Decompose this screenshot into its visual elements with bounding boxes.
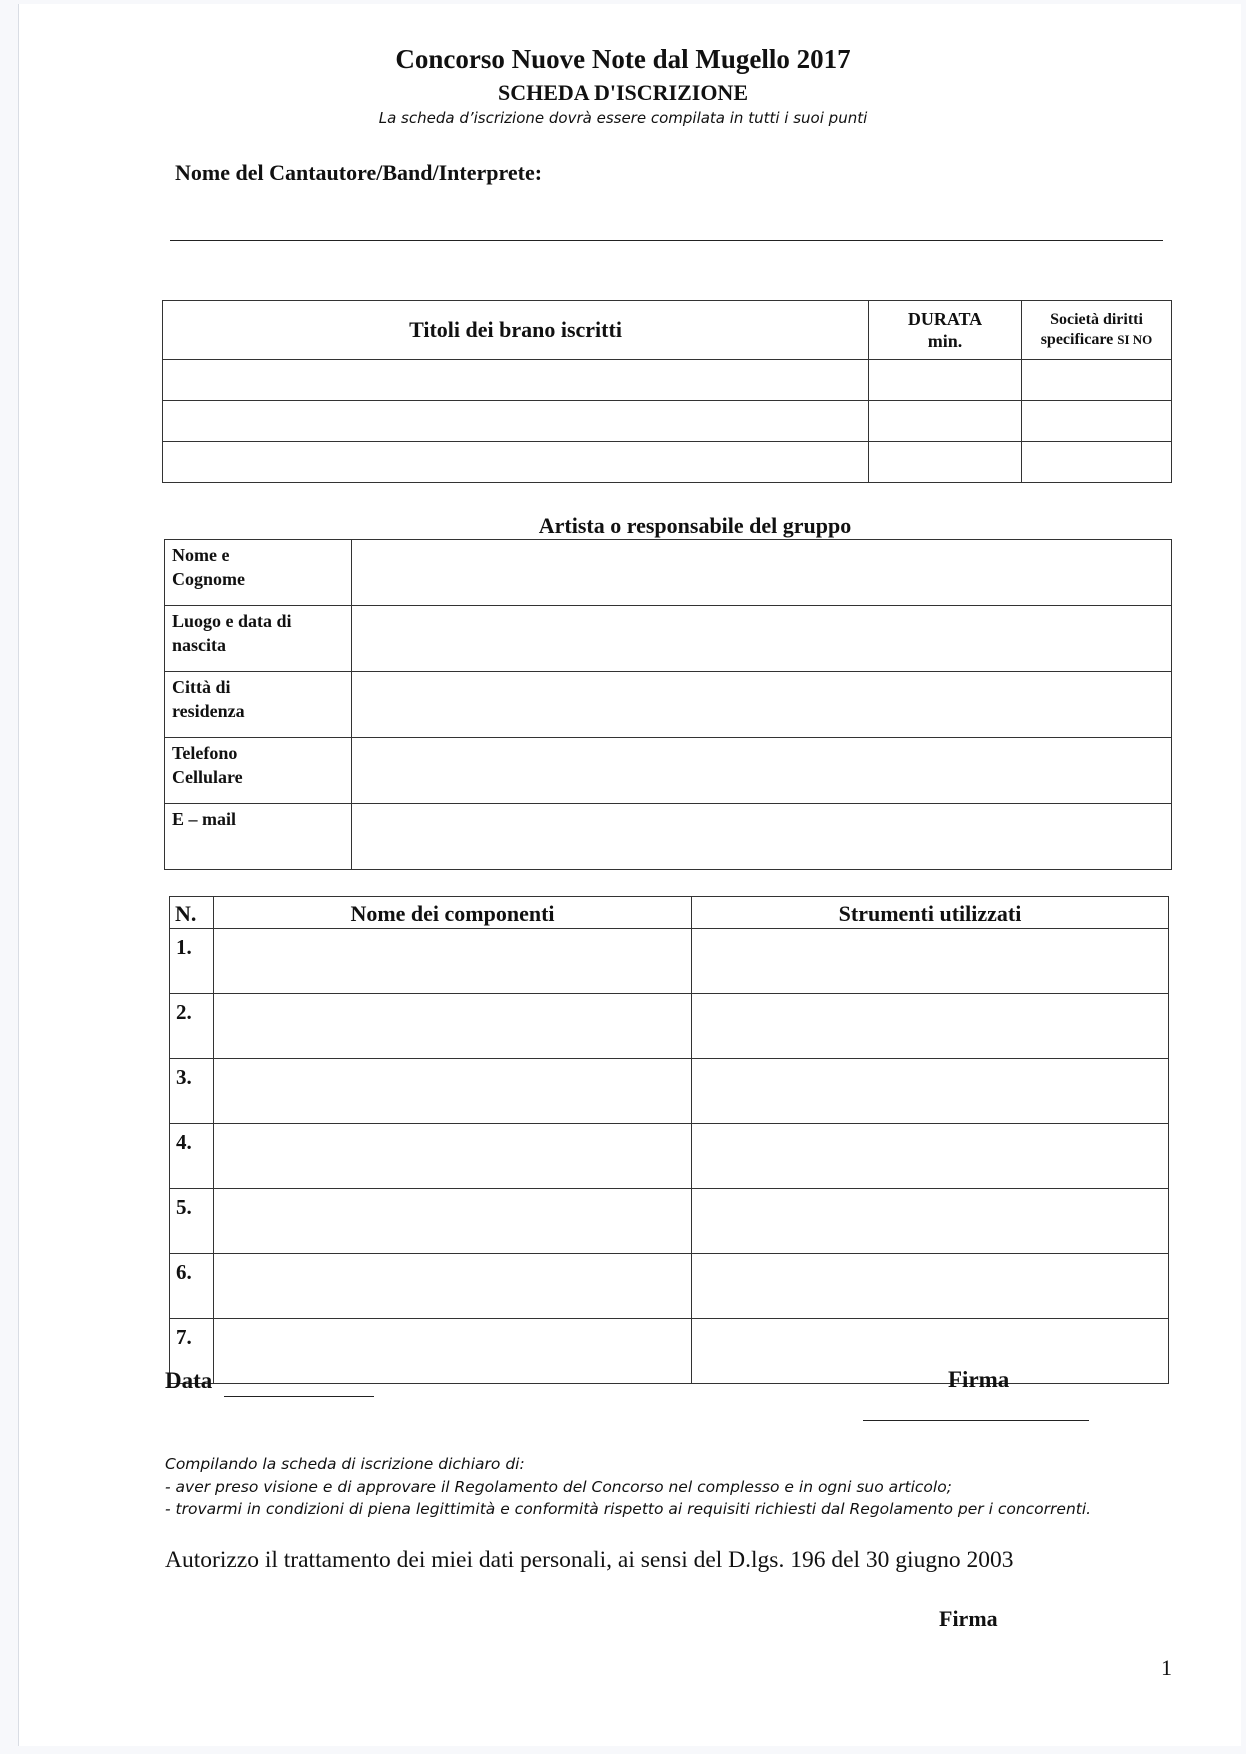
label-line: residenza [172,701,245,721]
duration-header-line2: min. [927,331,963,351]
song-title-cell[interactable] [163,401,869,442]
member-name-cell[interactable] [214,1189,692,1254]
label-line: Città di [172,677,231,697]
member-row [170,1124,1169,1189]
member-row [170,994,1169,1059]
instruction-note: La scheda d’iscrizione dovrà essere compilata in tutti i suoi punti [378,109,868,127]
member-number: 2. [170,994,214,1059]
song-title-cell[interactable] [163,442,869,483]
artist-section-title: Artista o responsabile del gruppo [538,513,852,538]
label-line: Nome e [172,545,230,565]
member-name-cell[interactable] [214,1124,692,1189]
member-instrument-cell[interactable] [692,929,1169,994]
member-name-cell[interactable] [214,929,692,994]
declaration-item: - aver preso visione e di approvare il Regolamento del Concorso nel complesso e in ogni suo articolo; [165,1478,952,1496]
declaration-intro: Compilando la scheda di iscrizione dichiaro di: [165,1455,525,1473]
artist-row-birth [165,606,1172,672]
privacy-authorization: Autorizzo il trattamento dei miei dati personali, ai sensi del D.lgs. 196 del 30 giugno 2003 [165,1547,1014,1573]
song-duration-cell[interactable] [869,401,1022,442]
artist-row-label [165,804,352,870]
page-number: 1 [1161,1655,1172,1680]
artist-city-cell[interactable] [352,672,1172,738]
rights-header-specify: specificare [1040,331,1114,348]
song-rights-cell[interactable] [1022,360,1172,401]
rights-header [1022,301,1172,360]
song-rights-cell[interactable] [1022,442,1172,483]
document-title: Concorso Nuove Note dal Mugello 2017 [395,44,851,74]
members-header-row [170,897,1169,929]
label-line: Cognome [172,569,245,589]
member-instrument-cell[interactable] [692,1059,1169,1124]
duration-header-line1: DURATA [907,309,983,329]
artist-table [164,539,1172,870]
member-name-cell[interactable] [214,994,692,1059]
artist-name-cell[interactable] [352,540,1172,606]
song-row [163,401,1172,442]
privacy-signature-label: Firma [939,1606,998,1631]
rights-header-line2 [1022,330,1171,350]
song-row [163,442,1172,483]
artist-name-field[interactable] [170,240,1163,241]
song-title-header: Titoli dei brano iscritti [163,301,869,360]
rights-header-line1: Società diritti [1050,311,1143,328]
signature-field[interactable] [863,1420,1089,1421]
artist-name-label: Nome del Cantautore/Band/Interprete: [175,160,543,185]
member-instruments-header: Strumenti utilizzati [692,897,1169,929]
artist-birth-cell[interactable] [352,606,1172,672]
label-line: Cellulare [172,767,243,787]
member-number: 7. [170,1319,214,1384]
label-line: Telefono [172,743,238,763]
member-number: 5. [170,1189,214,1254]
song-duration-cell[interactable] [869,360,1022,401]
song-rights-cell[interactable] [1022,401,1172,442]
artist-row-name [165,540,1172,606]
label-line: nascita [172,635,226,655]
member-number: 1. [170,929,214,994]
declaration-item: - trovarmi in condizioni di piena legittimità e conformità rispetto ai requisiti richiesti dal Regolamento per i concorrenti. [165,1500,1092,1518]
member-instrument-cell[interactable] [692,994,1169,1059]
document-subtitle: SCHEDA D'ISCRIZIONE [497,80,748,105]
signature-label: Firma [948,1367,1010,1392]
artist-row-phone [165,738,1172,804]
song-duration-cell[interactable] [869,442,1022,483]
artist-row-label [165,672,352,738]
songs-header-row [163,301,1172,360]
member-instrument-cell[interactable] [692,1189,1169,1254]
member-number: 6. [170,1254,214,1319]
label-line: Luogo e data di [172,611,292,631]
artist-row-city [165,672,1172,738]
member-number: 4. [170,1124,214,1189]
member-row [170,1189,1169,1254]
member-row [170,929,1169,994]
member-instrument-cell[interactable] [692,1254,1169,1319]
member-row [170,1059,1169,1124]
member-name-cell[interactable] [214,1319,692,1384]
artist-row-label [165,540,352,606]
artist-row-label [165,738,352,804]
member-name-cell[interactable] [214,1059,692,1124]
song-title-cell[interactable] [163,360,869,401]
song-row [163,360,1172,401]
member-row [170,1254,1169,1319]
member-instrument-cell[interactable] [692,1319,1169,1384]
songs-table [162,300,1172,483]
artist-row-email [165,804,1172,870]
member-number-header: N. [170,897,214,929]
label-line: E – mail [172,809,237,829]
artist-email-cell[interactable] [352,804,1172,870]
date-field[interactable] [224,1396,374,1397]
date-label: Data [165,1368,213,1393]
member-instrument-cell[interactable] [692,1124,1169,1189]
members-table [169,896,1169,1384]
duration-header [869,301,1022,360]
member-name-cell[interactable] [214,1254,692,1319]
member-number: 3. [170,1059,214,1124]
artist-phone-cell[interactable] [352,738,1172,804]
rights-header-yes-no: SI NO [1117,332,1153,347]
member-name-header: Nome dei componenti [214,897,692,929]
member-row [170,1319,1169,1384]
artist-row-label [165,606,352,672]
